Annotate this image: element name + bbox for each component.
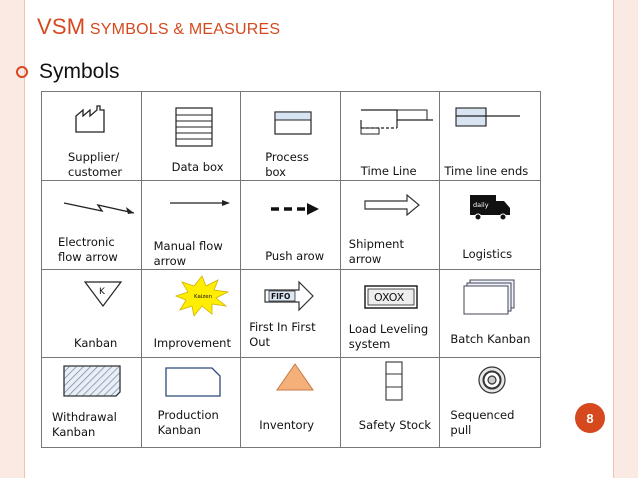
symbol-label: Process box [265,150,309,179]
symbol-cell-data-box [142,92,242,181]
symbol-label: Safety Stock [358,418,432,433]
timeline-icon [341,92,441,154]
symbol-cell-inventory [241,358,341,447]
factory-icon [42,92,142,154]
symbol-label: Logistics [462,246,513,261]
symbols-table [41,91,541,448]
right-border-decoration [613,0,638,478]
symbol-label: First In First Out [249,319,316,349]
symbol-label: Time Line [360,164,417,178]
symbol-label: Batch Kanban [450,331,531,346]
symbol-cell-withdrawal-kanban [42,358,142,447]
symbol-cell-kanban [42,270,142,359]
bullet-item [16,58,120,86]
slide-title [37,14,280,40]
push-arrow-icon [241,181,341,243]
symbol-cell-process-box [241,92,341,181]
slide-title-rest: SYMBOLS & MEASURES [85,21,281,38]
symbol-label: Inventory [259,418,315,433]
kanban-badge: K [99,286,105,297]
symbol-cell-push-arrow [241,181,341,270]
symbol-label: Push arow [265,248,325,263]
safety-stock-icon [341,358,441,420]
electronic-flow-arrow-icon [42,181,142,243]
fifo-badge: FIFO [271,291,291,301]
symbol-label: Load Leveling system [348,321,429,351]
symbol-cell-time-line [341,92,441,181]
symbol-label: Improvement [153,335,231,350]
symbol-label: Production Kanban [157,408,219,438]
symbol-cell-improvement [142,270,242,359]
symbol-label: Time line ends [444,164,529,178]
kaizen-burst-icon [142,270,242,332]
truck-icon [440,181,540,243]
symbol-label: Sequenced pull [450,408,515,438]
inventory-triangle-icon [241,358,341,420]
shipment-arrow-icon [341,181,441,243]
symbol-label: Electronic flow arrow [58,234,118,264]
symbol-label: Kanban [74,335,118,350]
symbol-label: Manual flow arrow [153,238,223,268]
symbol-cell-fifo [241,270,341,359]
kaizen-badge: Kaizen [193,293,212,300]
truck-badge: daily [473,200,489,209]
symbol-cell-shipment-arrow [341,181,441,270]
symbol-cell-time-line-ends [440,92,540,181]
symbol-cell-production-kanban [142,358,242,447]
manual-flow-arrow-icon [142,181,242,243]
kanban-triangle-icon [42,270,142,332]
oxox-badge: OXOX [373,290,405,304]
symbol-cell-safety-stock [341,358,441,447]
symbol-cell-sequenced-pull [440,358,540,447]
symbol-cell-batch-kanban [440,270,540,359]
slide-title-main: VSM [37,14,86,39]
symbol-label: Data box [171,160,224,174]
bullet-text: Symbols [39,60,120,83]
data-box-icon [142,92,242,154]
symbol-label: Supplier/ customer [68,150,123,179]
symbol-label: Withdrawal Kanban [52,410,117,440]
symbol-cell-logistics [440,181,540,270]
symbol-label: Shipment arrow [348,236,404,266]
symbol-cell-manual-flow [142,181,242,270]
batch-kanban-icon [440,270,540,332]
symbol-cell-load-leveling [341,270,441,359]
symbol-cell-supplier [42,92,142,181]
timeline-ends-icon [440,92,540,154]
page-number-badge: 8 [575,403,605,433]
symbol-cell-electronic-flow [42,181,142,270]
bullet-icon [16,66,28,78]
process-box-icon [241,92,341,154]
